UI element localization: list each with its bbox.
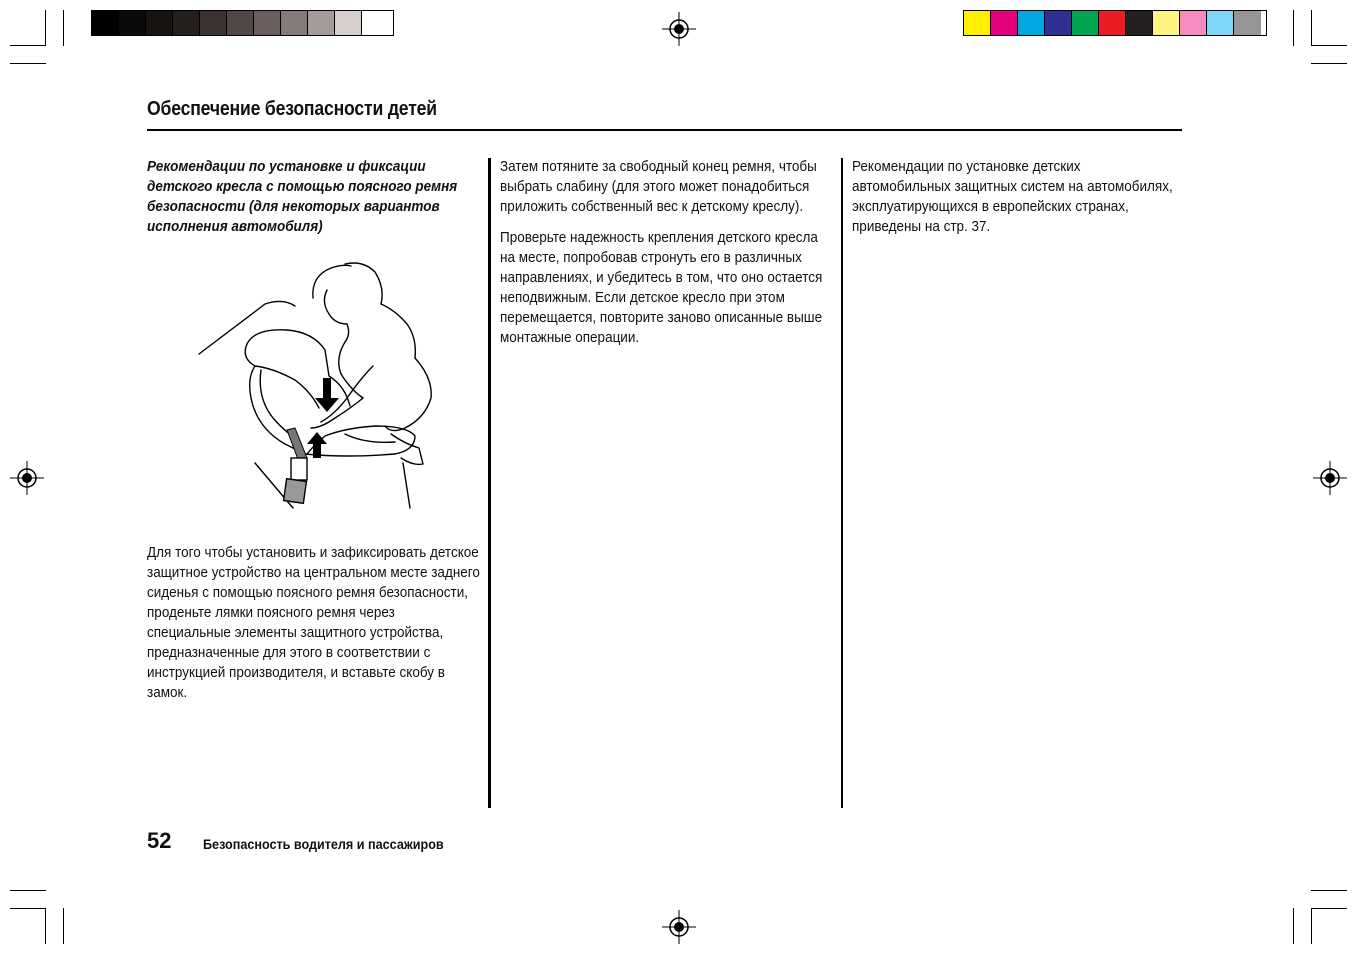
- color-swatch: [308, 11, 335, 35]
- color-swatch: [1207, 11, 1234, 35]
- column-2-paragraph-2: Проверьте надежность крепления детского кресла на месте, попробовав стронуть его в различных направлениях, и убедитесь в том, что оно остается неподвижным. Если детское кресло при этом перемещается, повторите заново описанные выше монтажные операции.: [500, 229, 823, 346]
- title-rule: [147, 129, 1182, 131]
- color-swatch: [362, 11, 389, 35]
- color-swatch: [146, 11, 173, 35]
- grayscale-color-bar: [91, 10, 394, 36]
- color-swatch: [1072, 11, 1099, 35]
- page-title: Обеспечение безопасности детей: [147, 98, 437, 120]
- color-swatch: [335, 11, 362, 35]
- column-divider: [488, 158, 491, 808]
- color-swatch: [1234, 11, 1261, 35]
- column-1: [147, 157, 482, 248]
- color-swatch: [92, 11, 119, 35]
- color-swatch: [1153, 11, 1180, 35]
- color-swatch: [1126, 11, 1153, 35]
- registration-mark-icon: [10, 461, 44, 495]
- column-3-paragraph-1: Рекомендации по установке детских автомобильных защитных систем на автомобилях, эксплуатирующихся в европейских странах, приведены на стр. 37.: [852, 158, 1173, 235]
- column-1-body: [147, 543, 482, 714]
- section-heading: Рекомендации по установке и фиксации детского кресла с помощью поясного ремня безопасности (для некоторых вариантов исполнения автомобиля): [147, 158, 458, 235]
- child-seat-installation-illustration: [195, 258, 435, 514]
- column-3: [852, 157, 1182, 248]
- registration-mark-icon: [662, 910, 696, 944]
- color-swatch: [1045, 11, 1072, 35]
- column-2-paragraph-1: Затем потяните за свободный конец ремня, чтобы выбрать слабину (для этого может понадобиться приложить собственный вес к детскому креслу).: [500, 158, 817, 215]
- color-swatch: [200, 11, 227, 35]
- page-number: 52: [147, 828, 172, 853]
- color-swatch: [964, 11, 991, 35]
- color-swatch: [227, 11, 254, 35]
- color-swatch: [281, 11, 308, 35]
- color-swatch: [1180, 11, 1207, 35]
- footer-section-name: Безопасность водителя и пассажиров: [203, 836, 444, 852]
- color-swatch: [119, 11, 146, 35]
- color-swatch: [1099, 11, 1126, 35]
- registration-mark-icon: [1313, 461, 1347, 495]
- color-swatch: [991, 11, 1018, 35]
- column-1-paragraph: Для того чтобы установить и зафиксировать детское защитное устройство на центральном месте заднего сиденья с помощью поясного ремня безопасности, проденьте лямки поясного ремня через специальные элементы защитного устройства, предназначенные для этого в соответствии с инструкцией производителя, и вставьте скобу в замок.: [147, 544, 480, 701]
- column-2: [500, 157, 830, 359]
- color-swatch: [173, 11, 200, 35]
- color-swatch: [254, 11, 281, 35]
- color-swatch: [1018, 11, 1045, 35]
- process-color-bar: [963, 10, 1267, 36]
- column-divider: [841, 158, 843, 808]
- registration-mark-icon: [662, 12, 696, 46]
